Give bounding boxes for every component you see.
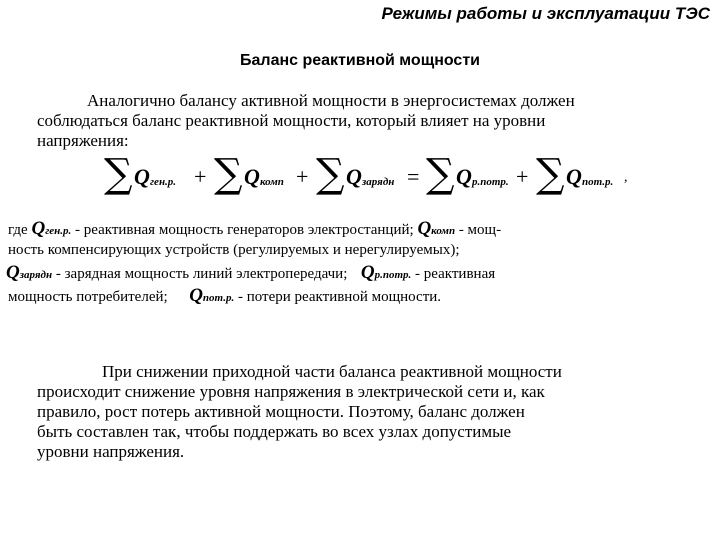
q-symbol: Q	[244, 164, 260, 189]
conclusion-line-4: быть составлен так, чтобы поддержать во всех узлах допустимые	[37, 422, 512, 441]
sum-symbol: ∑	[426, 151, 455, 197]
sum-symbol: ∑	[214, 151, 243, 197]
intro-line-1: Аналогично балансу активной мощности в энергосистемах должен	[87, 91, 575, 110]
formula-comma: ,	[624, 170, 628, 185]
definition-gen: - реактивная мощность генераторов электростанций;	[75, 222, 414, 238]
conclusion-line-2: происходит снижение уровня напряжения в электрической сети и, как	[37, 382, 545, 401]
q-symbol: Q	[189, 285, 203, 306]
subscript-zar: зарядн	[362, 176, 395, 188]
intro-paragraph	[37, 91, 683, 151]
q-symbol: Q	[6, 262, 20, 283]
q-symbol: Q	[456, 164, 472, 189]
q-symbol: Q	[417, 218, 432, 239]
sum-symbol: ∑	[104, 151, 133, 197]
sum-symbol: ∑	[536, 151, 565, 197]
definition-potr: - реактивная	[415, 266, 496, 282]
subscript-gen: ген.р.	[150, 176, 177, 188]
subscript-komp: комп	[431, 225, 456, 237]
definition-line-2: ность компенсирующих устройств (регулируемых и нерегулируемых);	[8, 242, 460, 258]
definition-potr-end: мощность потребителей;	[8, 289, 168, 305]
definition-komp-start: - мощ-	[458, 222, 502, 238]
subscript-pot: пот.р.	[202, 292, 235, 304]
plus-sign: +	[194, 164, 207, 189]
definition-line-3	[6, 262, 495, 286]
definition-line-4	[8, 285, 441, 309]
equals-sign: =	[407, 164, 420, 189]
subscript-komp: комп	[260, 176, 284, 188]
q-symbol: Q	[346, 164, 362, 189]
definition-pot: - потери реактивной мощности.	[237, 289, 442, 305]
subscript-pot: пот.р.	[582, 176, 614, 188]
q-symbol: Q	[134, 164, 150, 189]
conclusion-line-5: уровни напряжения.	[37, 442, 185, 461]
subscript-potr: р.потр.	[472, 176, 509, 188]
where-word: где	[8, 222, 28, 238]
sum-symbol: ∑	[316, 151, 345, 197]
definition-line-1	[8, 218, 501, 242]
conclusion-paragraph	[37, 362, 683, 462]
conclusion-line-1: При снижении приходной части баланса реактивной мощности	[102, 362, 562, 381]
subscript-zar: зарядн	[19, 269, 53, 281]
definition-zar: - зарядная мощность линий электропередачи;	[55, 266, 348, 282]
header-title: Режимы работы и эксплуатации ТЭС	[381, 4, 710, 23]
page-title: Баланс реактивной мощности	[240, 52, 480, 69]
conclusion-line-3: правило, рост потерь активной мощности. Поэтому, баланс должен	[37, 402, 525, 421]
balance-formula	[104, 151, 704, 198]
intro-line-2: соблюдаться баланс реактивной мощности, который влияет на уровни	[37, 111, 546, 130]
subscript-potr: р.потр.	[374, 269, 412, 281]
q-symbol: Q	[360, 262, 375, 283]
subscript-gen: ген.р.	[45, 225, 72, 237]
plus-sign: +	[516, 164, 529, 189]
q-symbol: Q	[31, 218, 46, 239]
plus-sign: +	[296, 164, 309, 189]
q-symbol: Q	[566, 164, 582, 189]
intro-line-3: напряжения:	[37, 131, 129, 150]
